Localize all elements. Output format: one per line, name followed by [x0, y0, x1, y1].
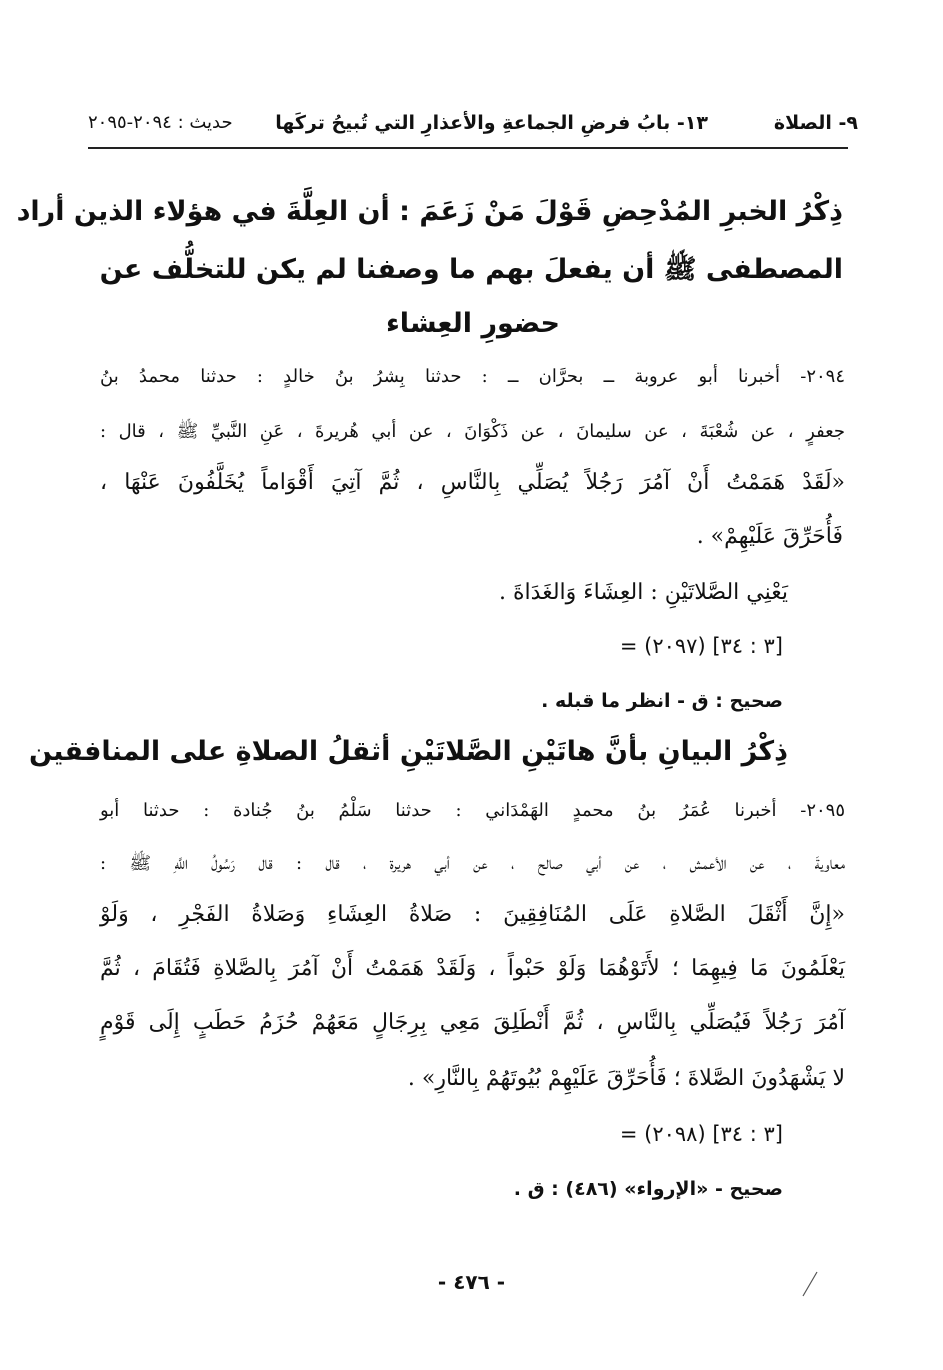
hadith-isnad-line: معاويةَ ، عن الأعمش ، عن أبي صالح ، عن أبي هريرة ، قال : قال رَسُولُ اللَّهِ ﷺ :	[100, 853, 845, 874]
header-bab-title: ١٣- بابُ فرضِ الجماعةِ والأعذارِ التي تُبيحُ تركَها	[275, 112, 708, 134]
section-title-line: حضورِ العِشاء	[386, 308, 560, 339]
section-title: ذِكْرُ البيانِ بأنَّ هاتَيْنِ الصَّلاتَيْنِ أثقلُ الصلاةِ على المنافقين	[29, 736, 788, 767]
hadith-cross-reference: = (٢٠٩٧) [٣ : ٣٤]	[619, 634, 783, 658]
hadith-cross-reference: = (٢٠٩٨) [٣ : ٣٤]	[619, 1122, 783, 1146]
header-hadith-range: حديث : ٢٠٩٤-٢٠٩٥	[88, 112, 233, 133]
hadith-matn-line: آمُرَ رَجُلاً فَيُصَلِّي بِالنَّاسِ ، ثُمَّ أَنْطَلِقَ مَعِي بِرِجَالٍ مَعَهُمْ حُزَمُ حَطَبٍ إِلَى قَوْمٍ	[100, 1010, 845, 1035]
hadith-grade: صحيح : ق - انظر ما قبله .	[541, 690, 783, 712]
header-chapter: ٩- الصلاة	[773, 112, 858, 134]
hadith-matn-line: لا يَشْهَدُونَ الصَّلاةَ ؛ فَأُحَرِّقَ عَلَيْهِمْ بُيُوتَهُمْ بِالنَّارِ» .	[407, 1066, 845, 1091]
hadith-matn-line: «إِنَّ أَثْقَلَ الصَّلاةِ عَلَى المُنَافِقِينَ : صَلاةُ العِشَاءِ وَصَلاةُ الفَجْرِ ، وَلَوْ	[100, 902, 845, 927]
hadith-note: يَعْنِي الصَّلاتَيْنِ : العِشَاءَ وَالغَدَاةَ .	[499, 580, 788, 605]
hadith-matn-line: يَعْلَمُونَ مَا فِيهِمَا ؛ لأَتَوْهُمَا وَلَوْ حَبْواً ، وَلَقَدْ هَمَمْتُ أَنْ آمُرَ بِالصَّلاةِ فَتُقَامَ ، ثُمَّ	[100, 956, 845, 981]
hadith-isnad-line: ٢٠٩٤- أخبرنا أبو عروبة ــ بحرَّان ــ : حدثنا بِشرُ بنُ خالدٍ : حدثنا محمدُ بنُ	[100, 366, 845, 387]
running-header	[88, 112, 858, 144]
hadith-isnad-line: جعفرٍ ، عن شُعْبَةَ ، عن سليمانَ ، عن ذَكْوَانَ ، عن أبي هُريرةَ ، عَنِ النَّبيِّ ﷺ ، قال :	[100, 421, 845, 442]
hadith-matn-line: فَأُحَرِّقَ عَلَيْهِمْ» .	[696, 524, 843, 549]
hadith-isnad-line: ٢٠٩٥- أخبرنا عُمَرُ بنُ محمدٍ الهَمْدَاني : حدثنا سَلْمُ بنُ جُنادة : حدثنا أبو	[100, 800, 845, 821]
hadith-grade: صحيح - «الإرواء» (٤٨٦) : ق .	[513, 1178, 783, 1200]
section-title-line: ذِكْرُ الخبرِ المُدْحِضِ قَوْلَ مَنْ زَعَمَ : أن العِلَّةَ في هؤلاء الذين أراد	[16, 196, 843, 227]
page-number: - ٤٧٦ -	[437, 1270, 506, 1294]
pen-stroke-mark	[800, 1270, 820, 1298]
header-divider	[88, 147, 848, 149]
section-title-line: المصطفى ﷺ أن يفعلَ بهم ما وصفنا لم يكن للتخلُّف عن	[99, 254, 843, 285]
hadith-matn-line: «لَقَدْ هَمَمْتُ أَنْ آمُرَ رَجُلاً يُصَلِّي بِالنَّاسِ ، ثُمَّ آتِيَ أَقْوَاماً يُخَلَّفُونَ عَنْهَا ،	[100, 470, 845, 495]
